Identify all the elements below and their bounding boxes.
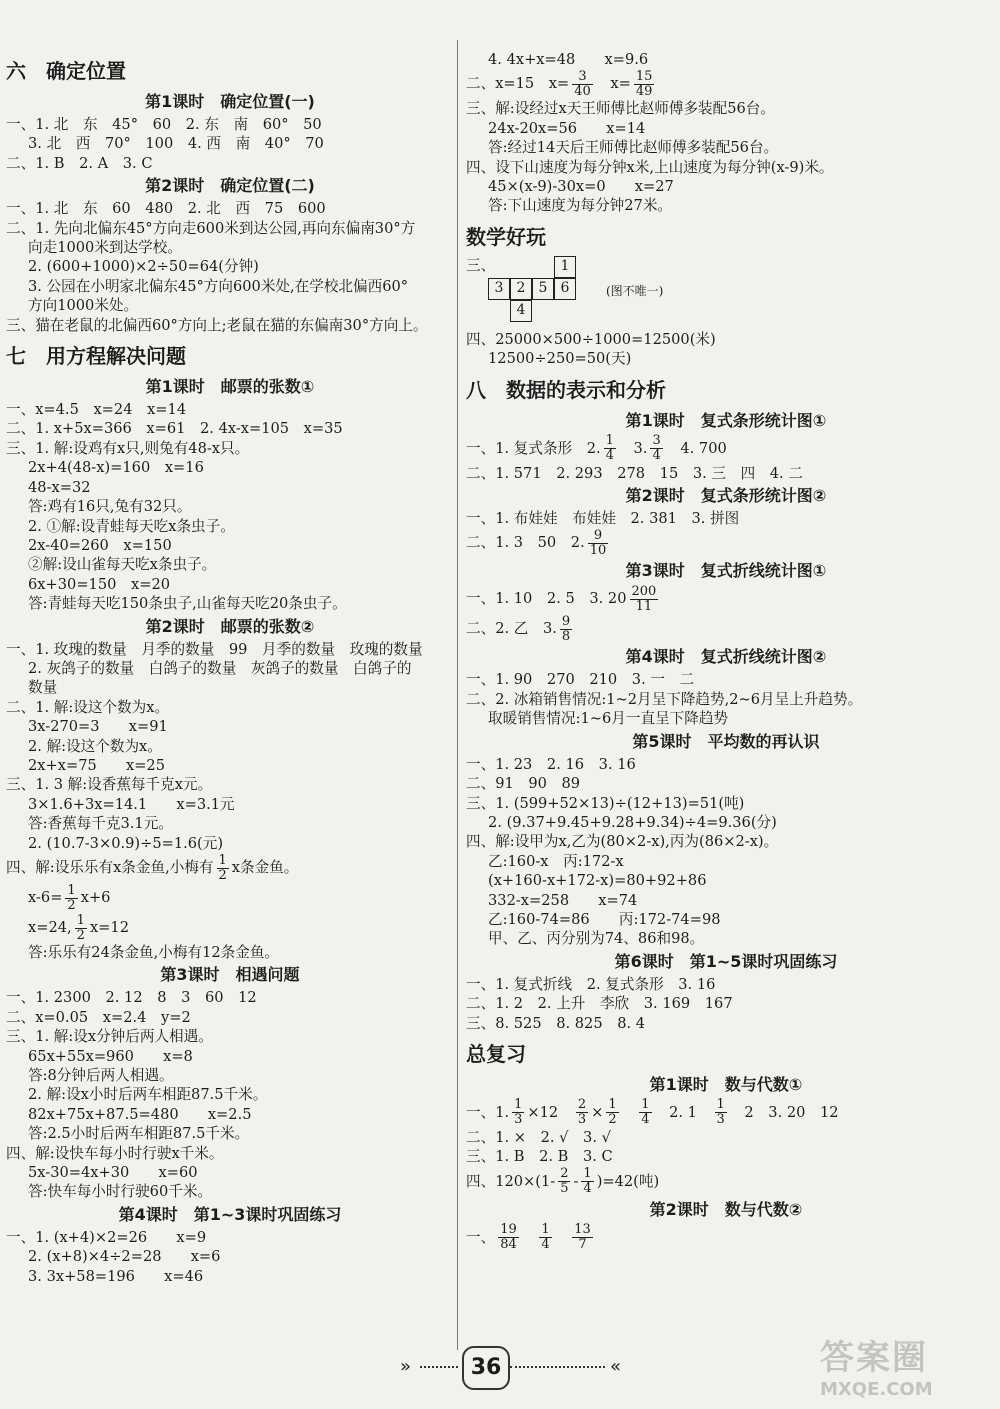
- lesson-heading: 第5课时 平均数的再认识: [632, 731, 820, 751]
- cube-net-cell: 6: [554, 278, 576, 300]
- fraction-numerator: 1: [716, 1097, 725, 1113]
- answer-line: 一、1. 北 东 45° 60 2. 东 南 60° 50: [6, 116, 322, 133]
- lesson-heading: 第1课时 数与代数①: [649, 1074, 803, 1094]
- fraction: [715, 1098, 727, 1127]
- fraction-numerator: 2: [577, 1097, 587, 1113]
- fraction-numerator: 1: [218, 852, 227, 868]
- answer-line: 二、1. 解:设这个数为x。: [6, 698, 170, 716]
- fraction-numerator: 1: [583, 1166, 592, 1182]
- answer-line: 2. 灰鸽子的数量 白鸽子的数量 灰鸽子的数量 白鸽子的: [28, 659, 412, 677]
- lesson-heading: 第1课时 复式条形统计图①: [625, 410, 827, 430]
- footer-dash-left: [420, 1366, 458, 1368]
- fraction: [650, 434, 662, 463]
- answer-line: 答:鸡有16只,兔有32只。: [28, 498, 192, 516]
- section-heading: 总复习: [466, 1041, 526, 1066]
- answer-text: 二、2. 乙 3.: [466, 620, 557, 638]
- answer-text: 3.: [618, 439, 648, 457]
- lesson-heading: 第1课时 确定位置(一): [145, 92, 315, 111]
- fraction-denominator: 3: [514, 1112, 523, 1128]
- answer-text: )=42(吨): [596, 1172, 660, 1190]
- answer-text: x=24,: [28, 919, 72, 936]
- fraction-numerator: 1: [605, 433, 614, 449]
- answer-line: 取暖销售情况:1~6月一直呈下降趋势: [488, 710, 729, 728]
- answer-text: x+6: [80, 889, 111, 906]
- answer-text: 二、1. 3 50 2.: [466, 534, 585, 552]
- answer-line: 向走1000米到达学校。: [28, 239, 182, 257]
- answer-line: [466, 434, 986, 464]
- fraction-numerator: 1: [514, 1097, 523, 1113]
- answer-text: x-6=: [28, 889, 63, 906]
- fraction-numerator: 3: [572, 70, 593, 85]
- right-column: [466, 50, 986, 1253]
- answer-line: [6, 853, 454, 883]
- answer-line: 四、设下山速度为每分钟x米,上山速度为每分钟(x-9)米。: [466, 158, 834, 176]
- answer-line: 二、1. 先向北偏东45°方向走600米到达公园,再向东偏南30°方: [6, 219, 416, 237]
- answer-text: ×12: [527, 1103, 573, 1121]
- answer-line: [466, 1098, 986, 1128]
- fraction-numerator: 1: [67, 882, 76, 898]
- answer-line: 3×1.6+3x=14.1 x=3.1元: [28, 795, 235, 813]
- fraction: [630, 585, 659, 614]
- answer-line: [466, 528, 986, 558]
- answer-line: ②解:设山雀每天吃x条虫子。: [28, 556, 217, 574]
- fraction: [512, 1098, 524, 1127]
- answer-text: 4. 700: [665, 439, 727, 457]
- answer-line: 方向1000米处。: [28, 297, 139, 315]
- answer-line: 甲、乙、丙分别为74、86和98。: [488, 930, 705, 948]
- answer-text: 2 3. 20 12: [729, 1103, 839, 1121]
- section-heading: 八 数据的表示和分析: [466, 377, 666, 402]
- answer-line: [6, 883, 454, 913]
- answer-line: 二、1. 2 2. 上升 李欣 3. 169 167: [466, 995, 733, 1013]
- answer-line: 四、解:设快车每小时行驶x千米。: [6, 1144, 224, 1162]
- answer-text: x=: [595, 75, 631, 93]
- answer-line: 一、1. 2300 2. 12 8 3 60 12: [6, 989, 257, 1007]
- answer-line: 332-x=258 x=74: [488, 891, 638, 909]
- answer-line: 二、1. 571 2. 293 278 15 3. 三 四 4. 二: [466, 464, 803, 482]
- answer-text: 2. 1: [654, 1103, 712, 1121]
- left-chevrons: »: [400, 1356, 412, 1377]
- answer-text: 一、1. 复式条形 2.: [466, 439, 601, 457]
- fraction-denominator: 7: [578, 1237, 587, 1253]
- cube-net-row: [466, 256, 986, 330]
- answer-line: 82x+75x+87.5=480 x=2.5: [28, 1105, 252, 1123]
- cube-net-note: (图不唯一): [606, 283, 664, 298]
- answer-line: 2. (10.7-3×0.9)÷5=1.6(元): [28, 834, 224, 852]
- fraction-denominator: 4: [605, 448, 614, 464]
- cube-net-cell: 5: [532, 278, 554, 300]
- answer-line: 6x+30=150 x=20: [28, 575, 171, 593]
- fraction-numerator: 15: [635, 68, 653, 84]
- fraction-numerator: 1: [641, 1097, 650, 1113]
- answer-line: 三、1. 解:设x分钟后两人相遇。: [6, 1028, 213, 1046]
- answer-text: 一、: [466, 1228, 496, 1246]
- answer-line: [466, 1167, 986, 1197]
- fraction-numerator: 9: [561, 613, 571, 629]
- cube-net-cell: 2: [510, 278, 532, 300]
- fraction: [560, 615, 572, 644]
- answer-text: 四、120×(1-: [466, 1172, 556, 1190]
- answer-line: 四、解:设甲为x,乙为(80×2-x),丙为(86×2-x)。: [466, 833, 779, 851]
- fraction-denominator: 2: [67, 897, 76, 913]
- answer-line: 二、1. B 2. A 3. C: [6, 154, 153, 172]
- answer-line: 二、91 90 89: [466, 775, 581, 793]
- fraction: [572, 70, 593, 99]
- column-divider: [457, 40, 458, 1350]
- answer-text: 二、x=15 x=: [466, 75, 570, 93]
- answer-line: 答:下山速度为每分钟27米。: [488, 197, 673, 215]
- answer-line: [466, 69, 986, 99]
- fraction-numerator: 1: [608, 1097, 617, 1113]
- answer-line: 2x-40=260 x=150: [28, 536, 172, 554]
- fraction: [498, 1223, 519, 1252]
- fraction: [634, 70, 655, 99]
- answer-line: 三、解:设经过x天王师傅比赵师傅多装配56台。: [466, 100, 776, 118]
- lesson-heading: 第3课时 复式折线统计图①: [625, 561, 827, 581]
- fraction-denominator: 40: [574, 83, 591, 99]
- answer-line: 一、1. 90 270 210 3. 一 二: [466, 671, 695, 689]
- answer-text: 四、解:设乐乐有x条金鱼,小梅有: [6, 859, 214, 876]
- fraction-denominator: 3: [577, 1112, 587, 1128]
- fraction-denominator: 5: [560, 1181, 569, 1197]
- answer-text: [555, 1229, 570, 1246]
- answer-line: 三、1. 3 解:设香蕉每千克x元。: [6, 776, 213, 794]
- section-heading: 七 用方程解决问题: [6, 344, 186, 369]
- answer-line: 答:经过14天后王师傅比赵师傅多装配56台。: [488, 139, 779, 157]
- answer-text: [622, 1104, 637, 1121]
- fraction-denominator: 4: [583, 1181, 592, 1197]
- answer-line: [6, 913, 454, 943]
- answer-text: 一、1. 10 2. 5 3. 20: [466, 590, 627, 608]
- fraction: [65, 884, 77, 913]
- lesson-heading: 第1课时 邮票的张数①: [145, 377, 315, 397]
- answer-line: 一、x=4.5 x=24 x=14: [6, 401, 187, 419]
- answer-line: 答:香蕉每千克3.1元。: [28, 815, 173, 833]
- answer-line: 4. 4x+x=48 x=9.6: [488, 51, 649, 68]
- section-heading: 数学好玩: [466, 224, 546, 249]
- answer-line: 3. 北 西 70° 100 4. 西 南 40° 70: [28, 135, 324, 153]
- answer-line: 3x-270=3 x=91: [28, 718, 168, 736]
- fraction-denominator: 4: [652, 448, 661, 464]
- answer-line: 2. 解:设这个数为x。: [28, 737, 162, 755]
- answer-line: 四、25000×500÷1000=12500(米): [466, 330, 716, 348]
- answer-text: 三、: [466, 256, 496, 274]
- fraction-denominator: 4: [541, 1237, 550, 1253]
- answer-line: 48-x=32: [28, 478, 91, 496]
- answer-line: 答:乐乐有24条金鱼,小梅有12条金鱼。: [28, 944, 280, 961]
- fraction: [604, 434, 616, 463]
- cube-net-cell: 4: [510, 300, 532, 322]
- answer-line: [466, 584, 986, 614]
- fraction-denominator: 10: [589, 542, 607, 558]
- fraction-denominator: 2: [76, 927, 85, 943]
- fraction: [588, 529, 609, 558]
- answer-line: 答:8分钟后两人相遇。: [28, 1067, 174, 1085]
- answer-line: 3. 3x+58=196 x=46: [28, 1267, 204, 1285]
- fraction: [639, 1098, 651, 1127]
- fraction-numerator: 200: [631, 583, 657, 599]
- answer-line: 答:快车每小时行驶60千米。: [28, 1183, 213, 1201]
- fraction-denominator: 2: [608, 1112, 617, 1128]
- answer-line: (x+160-x+172-x)=80+92+86: [488, 872, 707, 890]
- lesson-heading: 第4课时 第1~3课时巩固练习: [118, 1204, 342, 1224]
- fraction-numerator: 2: [560, 1166, 569, 1182]
- answer-line: 乙:160-74=86 丙:172-74=98: [488, 910, 721, 928]
- answer-line: [466, 614, 986, 644]
- answer-line: 2x+x=75 x=25: [28, 756, 165, 774]
- answer-line: 三、1. (599+52×13)÷(12+13)=51(吨): [466, 794, 745, 812]
- fraction-denominator: 11: [635, 598, 653, 614]
- answer-line: 2. (x+8)×4÷2=28 x=6: [28, 1248, 221, 1266]
- lesson-heading: 第2课时 复式条形统计图②: [625, 486, 827, 506]
- fraction-denominator: 84: [500, 1237, 517, 1253]
- fraction-numerator: 3: [652, 433, 661, 449]
- answer-line: 三、1. B 2. B 3. C: [466, 1148, 613, 1166]
- answer-line: [466, 1223, 986, 1253]
- fraction: [217, 854, 229, 883]
- answer-line: 二、2. 冰箱销售情况:1~2月呈下降趋势,2~6月呈上升趋势。: [466, 690, 863, 708]
- answer-line: 65x+55x=960 x=8: [28, 1047, 193, 1065]
- fraction-denominator: 2: [218, 867, 227, 883]
- lesson-heading: 第2课时 数与代数②: [649, 1199, 803, 1219]
- answer-line: 数量: [28, 679, 58, 697]
- answer-line: 一、1. 北 东 60 480 2. 北 西 75 600: [6, 200, 326, 218]
- answer-text: [522, 1229, 537, 1246]
- fraction-denominator: 3: [716, 1112, 725, 1128]
- answer-line: 一、1. 23 2. 16 3. 16: [466, 755, 636, 773]
- cube-net-cell: 3: [488, 278, 510, 300]
- cube-net-cell: 1: [554, 256, 576, 278]
- fraction: [606, 1098, 618, 1127]
- fraction-numerator: 1: [76, 912, 85, 928]
- answer-line: 2x+4(48-x)=160 x=16: [28, 459, 204, 477]
- fraction: [75, 914, 87, 943]
- answer-line: 5x-30=4x+30 x=60: [28, 1164, 198, 1182]
- right-chevrons: «: [610, 1356, 622, 1377]
- answer-line: 答:2.5小时后两车相距87.5千米。: [28, 1125, 250, 1143]
- fraction: [539, 1223, 551, 1252]
- answer-line: 三、8. 525 8. 825 8. 4: [466, 1014, 646, 1032]
- fraction: [581, 1167, 593, 1196]
- fraction-numerator: 1: [541, 1222, 550, 1238]
- answer-text: 一、1.: [466, 1103, 510, 1121]
- lesson-heading: 第2课时 邮票的张数②: [145, 616, 315, 636]
- page-number: 36: [462, 1346, 510, 1390]
- left-column: [6, 50, 454, 1286]
- fraction: [576, 1098, 588, 1127]
- answer-text: x条金鱼。: [231, 859, 299, 876]
- lesson-heading: 第4课时 复式折线统计图②: [625, 647, 827, 667]
- answer-line: 三、1. 解:设鸡有x只,则兔有48-x只。: [6, 439, 250, 457]
- answer-line: 12500÷250=50(天): [488, 350, 632, 368]
- watermark-logo-text: 答案圈: [820, 1338, 928, 1378]
- answer-line: 一、1. 复式折线 2. 复式条形 3. 16: [466, 975, 716, 993]
- answer-line: 2. (600+1000)×2÷50=64(分钟): [28, 258, 259, 276]
- answer-line: 二、1. x+5x=366 x=61 2. 4x-x=105 x=35: [6, 420, 343, 438]
- fraction-denominator: 4: [641, 1112, 650, 1128]
- answer-line: 2. ①解:设青蛙每天吃x条虫子。: [28, 517, 235, 535]
- watermark-logo: [820, 1330, 990, 1400]
- answer-line: 3. 公园在小明家北偏东45°方向600米处,在学校北偏西60°: [28, 277, 409, 295]
- fraction-numerator: 19: [500, 1222, 517, 1238]
- answer-text: x=12: [89, 919, 129, 936]
- section-heading: 六 确定位置: [6, 59, 126, 83]
- watermark-url: MXQE.COM: [820, 1379, 933, 1400]
- fraction-denominator: 8: [561, 628, 571, 644]
- footer-dash-right: [510, 1366, 605, 1368]
- answer-line: 2. (9.37+9.45+9.28+9.34)÷4=9.36(分): [488, 813, 777, 831]
- answer-line: 二、x=0.05 x=2.4 y=2: [6, 1008, 191, 1026]
- answer-line: 一、1. 玫瑰的数量 月季的数量 99 月季的数量 玫瑰的数量: [6, 640, 423, 658]
- answer-line: 2. 解:设x小时后两车相距87.5千米。: [28, 1086, 268, 1104]
- lesson-heading: 第6课时 第1~5课时巩固练习: [614, 951, 838, 971]
- fraction-numerator: 13: [574, 1222, 591, 1238]
- lesson-heading: 第2课时 确定位置(二): [145, 176, 315, 196]
- fraction-denominator: 49: [635, 83, 653, 99]
- fraction-numerator: 9: [588, 529, 609, 544]
- answer-line: 一、1. (x+4)×2=26 x=9: [6, 1228, 207, 1246]
- answer-line: 45×(x-9)-30x=0 x=27: [488, 178, 674, 196]
- fraction: [558, 1167, 570, 1196]
- answer-line: 24x-20x=56 x=14: [488, 119, 646, 137]
- answer-line: 三、猫在老鼠的北偏西60°方向上;老鼠在猫的东偏南30°方向上。: [6, 316, 428, 334]
- answer-text: -: [573, 1172, 579, 1190]
- answer-line: 一、1. 布娃娃 布娃娃 2. 381 3. 拼图: [466, 510, 740, 528]
- answer-line: 乙:160-x 丙:172-x: [488, 852, 624, 870]
- fraction: [572, 1223, 593, 1252]
- answer-line: 二、1. × 2. √ 3. √: [466, 1128, 611, 1146]
- answer-text: ×: [591, 1103, 604, 1121]
- answer-line: 答:青蛙每天吃150条虫子,山雀每天吃20条虫子。: [28, 595, 347, 613]
- lesson-heading: 第3课时 相遇问题: [160, 965, 300, 985]
